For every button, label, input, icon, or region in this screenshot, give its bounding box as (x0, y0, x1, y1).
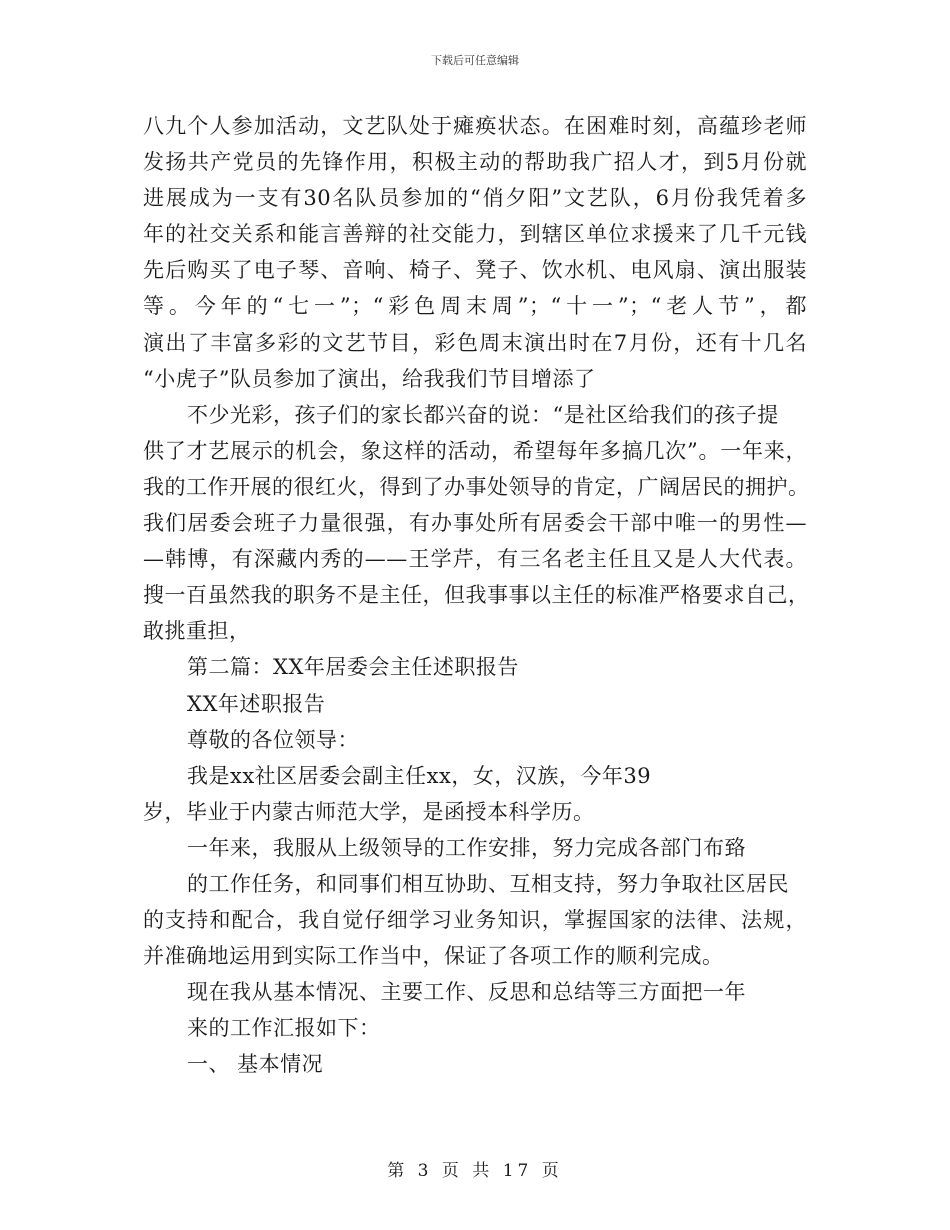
text-line: 进展成为一支有30名队员参加的“俏夕阳”文艺队，6月份我凭着多 (143, 186, 807, 211)
text-line: 我的工作开展的很红火，得到了办事处领导的肯定，广阔居民的拥护。 (143, 474, 810, 499)
text-line: —韩博，有深藏内秀的——王学芹，有三名老主任且又是人大代表。 (143, 547, 807, 572)
text-line: 敢挑重担， (143, 619, 251, 644)
text-line: 供了才艺展示的机会，象这样的活动，希望每年多搞几次”。一年来， (143, 438, 807, 463)
text-line: “小虎子”队员参加了演出，给我我们节目增添了 (143, 366, 596, 391)
text-line: 年的社交关系和能言善辩的社交能力，到辖区单位求援来了几千元钱 (143, 222, 807, 247)
page-footer: 第 3 页 共 17 页 (387, 1161, 563, 1181)
text-line: 并准确地运用到实际工作当中，保证了各项工作的顺利完成。 (143, 944, 724, 969)
text-line: 搜一百虽然我的职务不是主任，但我事事以主任的标准严格要求自己， (143, 583, 810, 608)
text-line: 的支持和配合，我自觉仔细学习业务知识，掌握国家的法律、法规， (143, 908, 807, 933)
section-heading: 一、 基本情况 (187, 1052, 324, 1077)
text-line: 演出了丰富多彩的文艺节目，彩色周末演出时在7月份，还有十几名 (143, 330, 807, 355)
salutation: 尊敬的各位领导： (187, 727, 359, 752)
paragraph-first-line: 不少光彩，孩子们的家长都兴奋的说：“是社区给我们的孩子提 (187, 402, 779, 427)
text-line: 发扬共产党员的先锋作用，积极主动的帮助我广招人才，到5月份就 (143, 150, 807, 175)
paragraph-first-line: 现在我从基本情况、主要工作、反思和总结等三方面把一年 (187, 980, 746, 1005)
report-title: XX年述职报告 (187, 691, 326, 716)
document-body (143, 108, 810, 1083)
paragraph-first-line: 我是xx社区居委会副主任xx，女，汉族，今年39 (187, 763, 652, 788)
section-title: 第二篇：XX年居委会主任述职报告 (187, 655, 519, 680)
paragraph-first-line: 来的工作汇报如下： (187, 1016, 381, 1041)
paragraph-first-line: 一年来，我服从上级领导的工作安排，努力完成各部门布臵 (187, 835, 746, 860)
paragraph-first-line: 的工作任务，和同事们相互协助、互相支持，努力争取社区居民 (187, 871, 789, 896)
text-line: 我们居委会班子力量很强，有办事处所有居委会干部中唯一的男性— (143, 511, 807, 536)
text-line: 等。今年的“七一”；“彩色周末周”；“十一”；“老人节”，都 (143, 294, 807, 319)
text-line: 岁，毕业于内蒙古师范大学，是函授本科学历。 (143, 799, 595, 824)
page-header: 下载后可任意编辑 (431, 54, 519, 67)
text-line: 先后购买了电子琴、音响、椅子、凳子、饮水机、电风扇、演出服装 (143, 258, 807, 283)
text-line: 八九个人参加活动，文艺队处于瘫痪状态。在困难时刻，高蕴珍老师 (143, 114, 807, 138)
